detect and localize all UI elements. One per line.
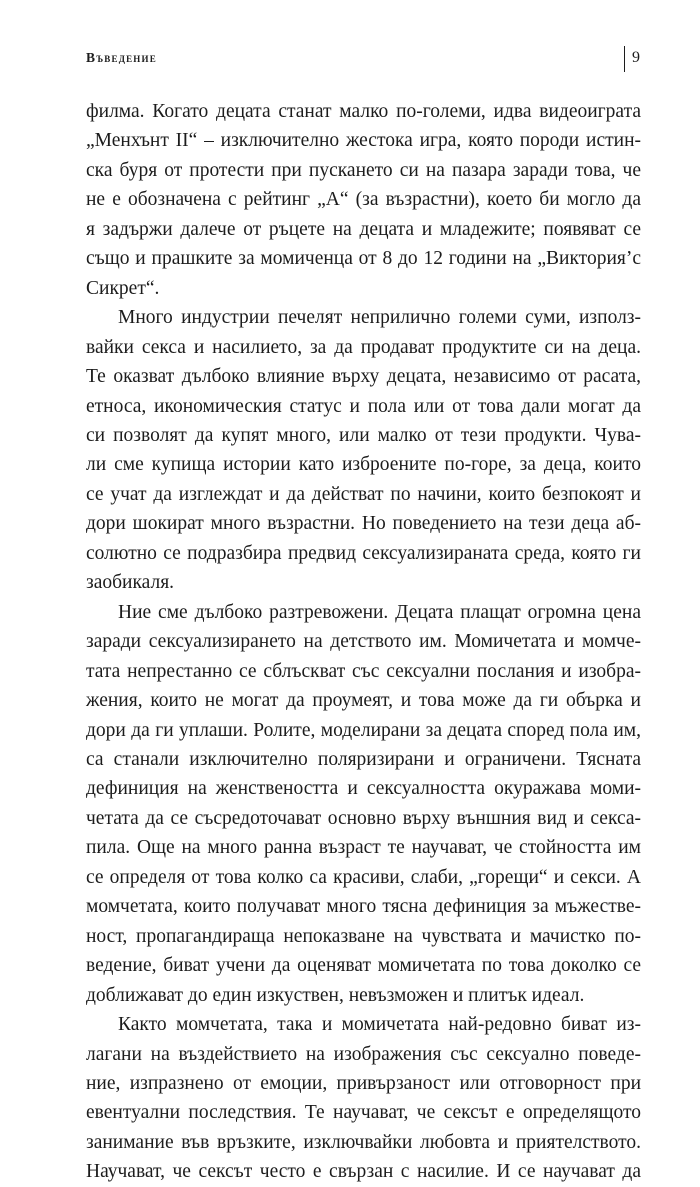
text-line: вайки секса и насилието, за да продават продуктите си на деца.: [86, 336, 641, 358]
text-line: момчетата, които получават много тясна дефиниция за мъжестве-: [86, 896, 641, 918]
text-line: Както момчетата, така и момичетата най-редовно биват из-: [118, 1014, 641, 1036]
text-line: филма. Когато децата станат малко по-големи, идва видеоиграта: [86, 101, 641, 122]
text-line: пила. Още на много ранна възраст те научават, че стойността им: [86, 837, 641, 859]
text-line: доближават до един изкуствен, невъзможен и плитък идеал.: [86, 984, 585, 1006]
text-line: Научават, че сексът често е свързан с насилие. И се научават да: [86, 1161, 641, 1183]
text-line: четата да се съсредоточават основно върху външния вид и секса-: [86, 807, 641, 829]
text-line: не е обозначена с рейтинг „А“ (за възрастни), което би могло да: [86, 189, 641, 211]
text-line: заобикаля.: [86, 572, 175, 594]
paragraph: [86, 303, 641, 598]
text-line: занимание във връзките, изключвайки любовта и приятелството.: [86, 1131, 641, 1153]
text-line: ведение, биват учени да оценяват момичетата по това доколко се: [86, 955, 641, 977]
text-line: се учат да изглеждат и да действат по начини, които безпокоят и: [86, 483, 641, 505]
text-line: си позволят да купят много, или малко от тези продукти. Чува-: [86, 424, 641, 446]
text-line: лагани на въздействието на изображения със сексуално поведе-: [86, 1043, 641, 1065]
text-line: също и прашките за момиченца от 8 до 12 години на „Виктория’с: [86, 248, 641, 270]
text-line: жения, които не могат да проумеят, и това може да ги обърка и: [86, 690, 641, 712]
running-head: [86, 46, 641, 72]
text-line: ска буря от протести при пускането си на пазара заради това, че: [86, 159, 641, 181]
header-divider: [624, 46, 625, 72]
text-line: заради сексуализирането на детството им. Момичетата и момче-: [86, 631, 641, 653]
text-line: я задържи далече от ръцете на децата и младежите; появяват се: [86, 218, 641, 240]
text-line: Много индустрии печелят неприлично големи суми, използ-: [118, 307, 641, 329]
text-line: се определя от това колко са красиви, слаби, „горещи“ и секси. А: [86, 866, 641, 888]
text-line: тата непрестанно се сблъскват със сексуални послания и изобра-: [86, 660, 641, 682]
text-line: Ние сме дълбоко разтревожени. Децата плащат огромна цена: [118, 601, 641, 623]
text-line: дефиниция на женствеността и сексуалността окуражава моми-: [86, 778, 641, 800]
text-line: етноса, икономическия статус и пола или от това дали могат да: [86, 395, 641, 417]
text-line: са станали изключително поляризирани и ограничени. Тясната: [86, 748, 641, 770]
text-line: солютно се подразбира предвид сексуализираната среда, която ги: [86, 542, 641, 564]
text-line: ност, пропагандираща непоказване на чувствата и мачистко по-: [86, 925, 641, 947]
body-text: [86, 97, 641, 1187]
paragraph: [86, 97, 641, 303]
text-line: ние, изпразнено от емоции, привързаност или отговорност при: [86, 1072, 641, 1094]
text-line: Сикрет“.: [86, 277, 160, 299]
text-line: „Менхънт II“ – изключително жестока игра, която породи истин-: [86, 130, 641, 152]
paragraph: [86, 1010, 641, 1187]
paragraph: [86, 598, 641, 1010]
text-line: дори да ги уплаши. Ролите, моделирани за децата според пола им,: [86, 719, 641, 741]
text-line: Те оказват дълбоко влияние върху децата, независимо от расата,: [86, 366, 641, 388]
text-line: дори шокират много възрастни. Но поведението на тези деца аб-: [86, 513, 641, 535]
page-number: 9: [632, 49, 640, 66]
section-title: Въведение: [86, 50, 157, 65]
text-line: ли сме купища истории като изброените по-горе, за деца, които: [86, 454, 641, 476]
text-line: евентуални последствия. Те научават, че сексът е определящото: [86, 1102, 641, 1124]
